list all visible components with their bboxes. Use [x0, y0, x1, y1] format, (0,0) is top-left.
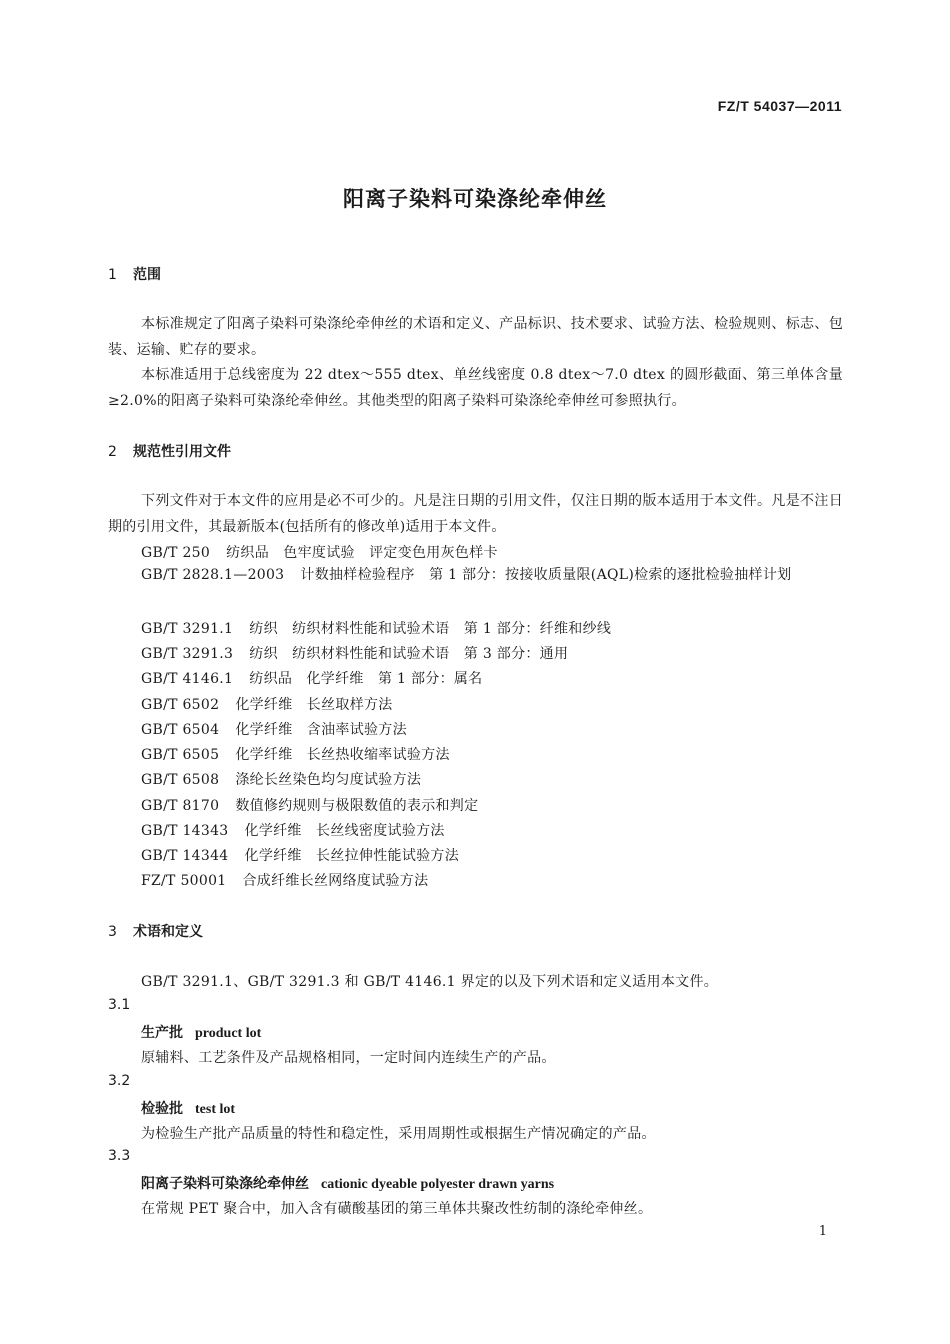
- reference-item: [108, 563, 843, 589]
- term-heading: [141, 1022, 261, 1042]
- reference-item: [141, 719, 407, 739]
- section-title: 规范性引用文件: [133, 444, 231, 460]
- section-2-heading: [108, 441, 231, 461]
- reference-title: 化学纤维 长丝取样方法: [235, 697, 393, 713]
- reference-code: GB/T 6504: [141, 722, 220, 738]
- reference-item: [141, 694, 393, 714]
- reference-item: [141, 744, 450, 764]
- reference-item: [141, 795, 478, 815]
- section-title: 范围: [133, 267, 161, 283]
- reference-title: 化学纤维 含油率试验方法: [235, 722, 407, 738]
- reference-item: [141, 643, 568, 663]
- term-chinese: 检验批: [141, 1101, 183, 1117]
- term-english: test lot: [195, 1102, 236, 1117]
- reference-item: [141, 668, 482, 688]
- term-definition: 原辅料、工艺条件及产品规格相同，一定时间内连续生产的产品。: [141, 1050, 556, 1066]
- section-number: 3: [108, 924, 117, 940]
- section-title: 术语和定义: [133, 924, 203, 940]
- reference-title: 化学纤维 长丝拉伸性能试验方法: [244, 848, 460, 864]
- term-english: product lot: [195, 1026, 262, 1041]
- term-definition: 为检验生产批产品质量的特性和稳定性，采用周期性或根据生产情况确定的产品。: [141, 1126, 656, 1142]
- terms-intro: GB/T 3291.1、GB/T 3291.3 和 GB/T 4146.1 界定的以及下列术语和定义适用本文件。: [141, 974, 719, 990]
- term-definition: 在常规 PET 聚合中，加入含有磺酸基团的第三单体共聚改性纺制的涤纶牵伸丝。: [141, 1201, 653, 1217]
- term-heading: [141, 1173, 554, 1193]
- scope-paragraph-2: 本标准适用于总线密度为 22 dtex～555 dtex、单丝线密度 0.8 dtex～7.0 dtex 的圆形截面、第三单体含量≥2.0%的阳离子染料可染涤纶牵伸丝。其他类型的阳离子染料可染涤纶牵伸丝可参照执行。: [108, 367, 843, 409]
- reference-title: 纺织 纺织材料性能和试验术语 第 3 部分：通用: [249, 646, 569, 662]
- term-english: cationic dyeable polyester drawn yarns: [321, 1177, 555, 1192]
- reference-code: GB/T 250: [141, 545, 211, 561]
- reference-code: FZ/T 50001: [141, 873, 227, 889]
- page-number: 1: [818, 1224, 827, 1239]
- reference-code: GB/T 3291.3: [141, 646, 234, 662]
- term-number: 3.3: [108, 1148, 131, 1164]
- scope-paragraph-1: 本标准规定了阳离子染料可染涤纶牵伸丝的术语和定义、产品标识、技术要求、试验方法、检验规则、标志、包装、运输、贮存的要求。: [108, 316, 843, 358]
- section-number: 2: [108, 444, 117, 460]
- reference-title: 纺织品 色牢度试验 评定变色用灰色样卡: [226, 545, 498, 561]
- section-1-heading: [108, 264, 161, 284]
- reference-item: [141, 618, 611, 638]
- reference-code: GB/T 14343: [141, 823, 229, 839]
- reference-code: GB/T 2828.1—2003: [141, 567, 285, 583]
- reference-code: GB/T 14344: [141, 848, 229, 864]
- reference-title: 化学纤维 长丝热收缩率试验方法: [235, 747, 450, 763]
- section-number: 1: [108, 267, 117, 283]
- reference-item: [141, 542, 498, 562]
- standard-code: FZ/T 54037—2011: [717, 98, 842, 114]
- reference-code: GB/T 6502: [141, 697, 220, 713]
- reference-item: [141, 820, 445, 840]
- reference-title: 纺织品 化学纤维 第 1 部分：属名: [249, 671, 483, 687]
- reference-item: [141, 870, 428, 890]
- reference-title: 纺织 纺织材料性能和试验术语 第 1 部分：纤维和纱线: [249, 621, 612, 637]
- reference-title: 涤纶长丝染色均匀度试验方法: [235, 772, 422, 788]
- reference-item: [141, 845, 459, 865]
- term-number: 3.1: [108, 997, 131, 1013]
- term-chinese: 阳离子染料可染涤纶牵伸丝: [141, 1176, 309, 1192]
- reference-code: GB/T 6508: [141, 772, 220, 788]
- term-number: 3.2: [108, 1073, 131, 1089]
- reference-title: 计数抽样检验程序 第 1 部分：按接收质量限(AQL)检索的逐批检验抽样计划: [300, 567, 792, 583]
- reference-code: GB/T 6505: [141, 747, 220, 763]
- term-heading: [141, 1098, 235, 1118]
- reference-title: 数值修约规则与极限数值的表示和判定: [235, 798, 479, 814]
- reference-code: GB/T 4146.1: [141, 671, 234, 687]
- reference-title: 化学纤维 长丝线密度试验方法: [244, 823, 445, 839]
- reference-title: 合成纤维长丝网络度试验方法: [242, 873, 429, 889]
- document-title: 阳离子染料可染涤纶牵伸丝: [343, 187, 607, 211]
- reference-item: [141, 769, 421, 789]
- term-chinese: 生产批: [141, 1025, 183, 1041]
- section-3-heading: [108, 921, 203, 941]
- reference-code: GB/T 3291.1: [141, 621, 234, 637]
- references-intro: 下列文件对于本文件的应用是必不可少的。凡是注日期的引用文件，仅注日期的版本适用于本文件。凡是不注日期的引用文件，其最新版本(包括所有的修改单)适用于本文件。: [108, 493, 843, 535]
- reference-code: GB/T 8170: [141, 798, 220, 814]
